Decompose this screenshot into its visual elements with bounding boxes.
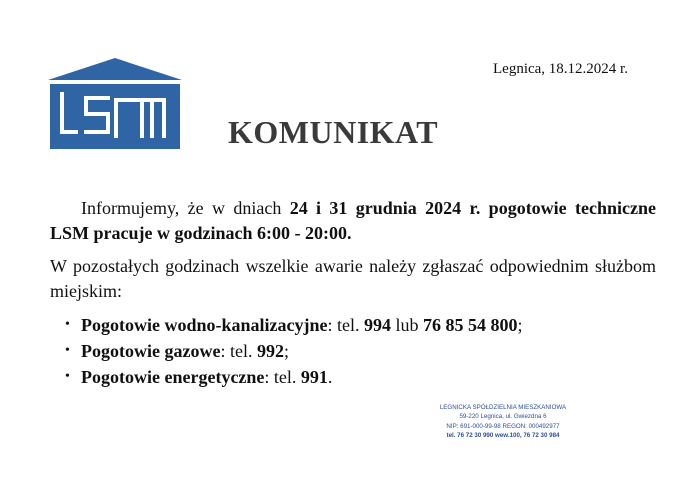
or-text: lub (391, 315, 424, 335)
lsm-logo-icon (48, 58, 182, 150)
bullet-icon: • (65, 369, 70, 384)
tel-label: : tel. (327, 315, 364, 335)
paragraph-1-intro: Informujemy, że w dniach (81, 198, 290, 218)
tel-label: : tel. (220, 341, 257, 361)
phone-number: 991 (300, 367, 328, 387)
list-item (50, 338, 656, 364)
bullet-icon: • (65, 343, 70, 358)
lsm-logo (48, 58, 182, 155)
punctuation: ; (283, 341, 289, 361)
paragraph-2: W pozostałych godzinach wszelkie awarie należy zgłaszać odpowiednim służbom miejskim: (50, 256, 656, 301)
list-item (50, 364, 656, 390)
punctuation: ; (517, 315, 523, 335)
punctuation: . (327, 367, 333, 387)
stamp-line-phone (423, 431, 583, 440)
phone-number: 76 85 54 800 (423, 315, 518, 335)
bullet-icon: • (65, 317, 70, 332)
document-date: Legnica, 18.12.2024 r. (493, 61, 628, 77)
organization-stamp (423, 403, 583, 440)
paragraph-1-bold: 24 i 31 grudnia 2024 r. pogotowie techniczne LSM pracuje w godzinach 6:00 - 20:00. (50, 198, 657, 243)
phone-number: 992 (256, 341, 284, 361)
service-name: Pogotowie energetyczne (81, 367, 265, 387)
stamp-line-name: LEGNICKA SPÓŁDZIELNIA MIESZKANIOWA (439, 404, 567, 411)
emergency-list (50, 312, 656, 390)
stamp-phone: tel. 76 72 30 990 wew.100, 76 72 30 984 (446, 431, 560, 439)
phone-number: 994 (364, 315, 391, 335)
service-name: Pogotowie gazowe (81, 341, 221, 361)
stamp-line-address: 59-220 Legnica, ul. Gwiezdna 6 (459, 413, 547, 421)
tel-label: : tel. (264, 367, 301, 387)
list-item (50, 312, 656, 338)
document-title: KOMUNIKAT (228, 114, 439, 150)
service-name: Pogotowie wodno-kanalizacyjne (81, 315, 328, 335)
paragraph-1 (50, 196, 656, 246)
stamp-line-ids: NIP: 691-000-99-98 REGON: 000492977 (446, 422, 560, 430)
announcement-body (50, 196, 656, 390)
